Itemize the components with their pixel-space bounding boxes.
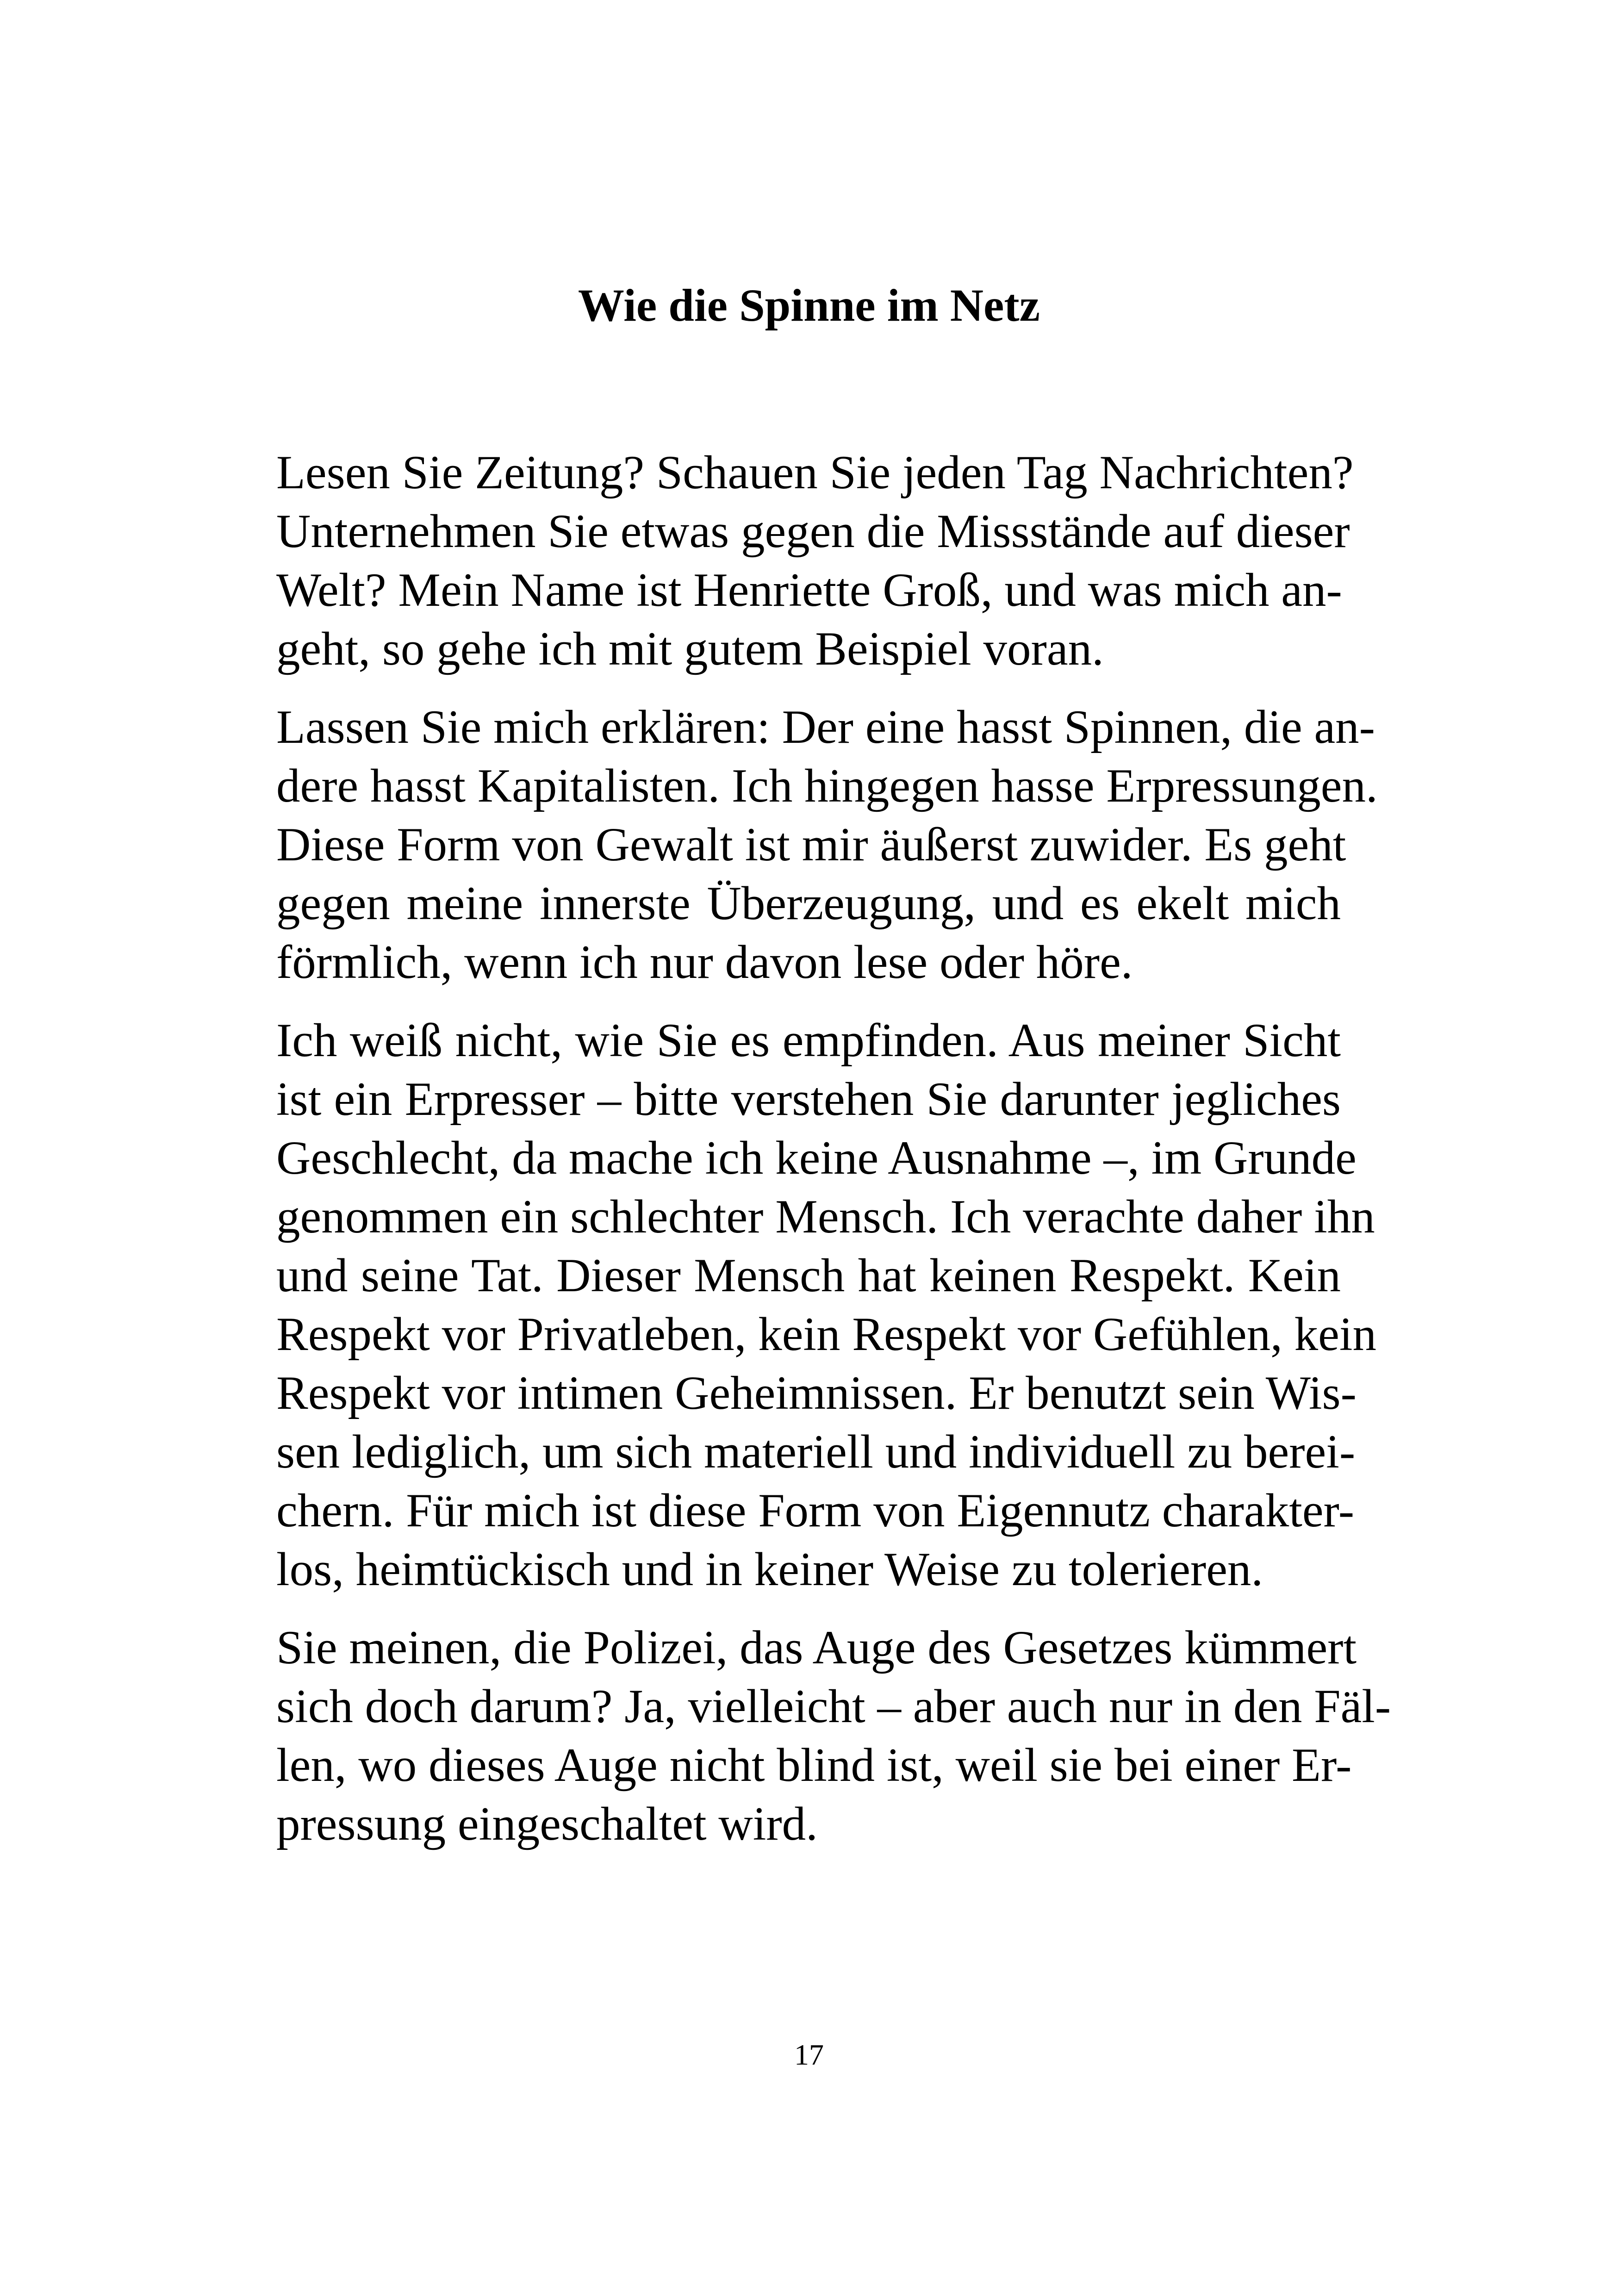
text-line: genommen ein schlechter Mensch. Ich verachte daher ihn (276, 1190, 1375, 1243)
text-line: Lassen Sie mich erklären: Der eine hasst Spinnen, die an- (276, 701, 1375, 753)
paragraph-2 (276, 698, 1378, 992)
text-line: Lesen Sie Zeitung? Schauen Sie jeden Tag Nachrichten? (276, 446, 1354, 499)
text-line: Respekt vor intimen Geheimnissen. Er benutzt sein Wis- (276, 1367, 1357, 1419)
page-number: 17 (794, 2038, 824, 2071)
body-text (276, 443, 1391, 1854)
chapter-title: Wie die Spinne im Netz (578, 280, 1040, 331)
text-line: Respekt vor Privatleben, kein Respekt vor Gefühlen, kein (276, 1308, 1376, 1361)
text-line: und seine Tat. Dieser Mensch hat keinen Respekt. Kein (276, 1249, 1341, 1302)
text-line: Unternehmen Sie etwas gegen die Missstände auf dieser (276, 505, 1350, 558)
text-line: dere hasst Kapitalisten. Ich hingegen hasse Erpressungen. (276, 759, 1378, 812)
text-line: förmlich, wenn ich nur davon lese oder höre. (276, 936, 1133, 989)
text-line: Geschlecht, da mache ich keine Ausnahme –, im Grunde (276, 1132, 1357, 1184)
paragraph-1 (276, 443, 1354, 678)
text-line: gegen meine innerste Überzeugung, und es ekelt mich (276, 877, 1341, 930)
text-line: ist ein Erpresser – bitte verstehen Sie darunter jegliches (276, 1073, 1341, 1126)
paragraph-3 (276, 1011, 1376, 1599)
text-line: chern. Für mich ist diese Form von Eigennutz charakter- (276, 1484, 1355, 1537)
text-line: Diese Form von Gewalt ist mir äußerst zuwider. Es geht (276, 818, 1346, 871)
text-line: los, heimtückisch und in keiner Weise zu tolerieren. (276, 1543, 1263, 1596)
text-line: Sie meinen, die Polizei, das Auge des Gesetzes kümmert (276, 1621, 1357, 1674)
text-line: sen lediglich, um sich materiell und individuell zu berei- (276, 1425, 1356, 1478)
text-line: pressung eingeschaltet wird. (276, 1798, 818, 1850)
text-line: Welt? Mein Name ist Henriette Groß, und was mich an- (276, 564, 1342, 616)
text-line: Ich weiß nicht, wie Sie es empfinden. Aus meiner Sicht (276, 1014, 1341, 1067)
text-line: len, wo dieses Auge nicht blind ist, weil sie bei einer Er- (276, 1739, 1352, 1792)
text-line: sich doch darum? Ja, vielleicht – aber auch nur in den Fäl- (276, 1680, 1391, 1733)
paragraph-4 (276, 1618, 1391, 1854)
text-line: geht, so gehe ich mit gutem Beispiel voran. (276, 622, 1104, 675)
